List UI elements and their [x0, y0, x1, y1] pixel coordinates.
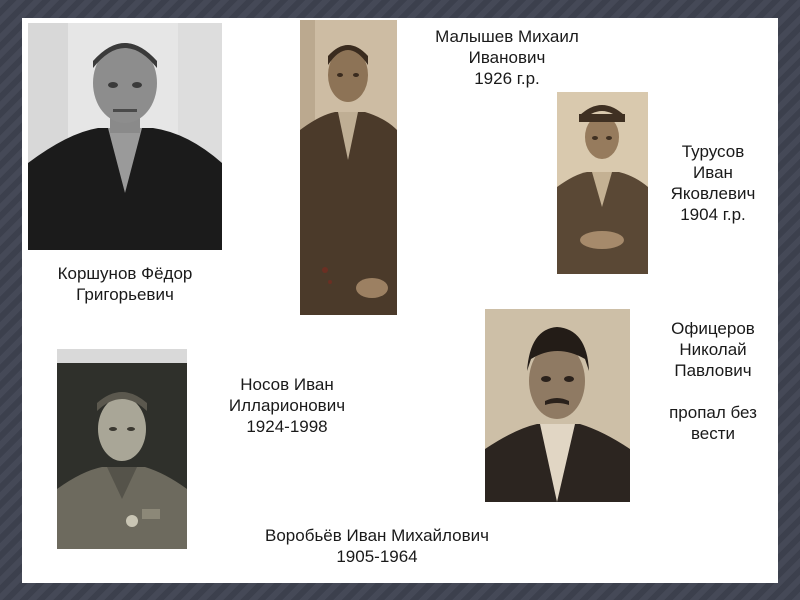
caption-line: 1924-1998 — [246, 417, 328, 436]
caption-line — [650, 381, 776, 402]
caption-turusov — [650, 141, 776, 225]
portrait-nosov — [57, 349, 187, 549]
caption-line: Воробьёв Иван Михайлович — [265, 526, 489, 545]
caption-line: Иван — [693, 163, 733, 182]
caption-line: Яковлевич — [670, 184, 756, 203]
caption-ofitserov — [650, 318, 776, 444]
caption-line: 1926 г.р. — [474, 69, 540, 88]
caption-line: Илларионович — [228, 396, 346, 415]
caption-korshunov — [30, 263, 220, 305]
caption-line: Носов Иван — [240, 375, 334, 394]
caption-line: Малышев Михаил — [435, 27, 579, 46]
caption-line: Коршунов Фёдор — [57, 264, 193, 283]
caption-line: Григорьевич — [76, 285, 174, 304]
caption-vorobyov — [222, 525, 532, 567]
caption-line: Павлович — [674, 361, 752, 380]
caption-line: Николай — [679, 340, 747, 359]
slide — [22, 18, 778, 583]
caption-line: 1905-1964 — [336, 547, 418, 566]
caption-malyshev — [407, 26, 607, 89]
caption-line: Турусов — [681, 142, 745, 161]
portrait-turusov — [557, 92, 648, 274]
caption-line: Иванович — [468, 48, 546, 67]
portrait-ofitserov — [485, 309, 630, 502]
caption-line: пропал без — [669, 403, 757, 422]
caption-nosov — [202, 374, 372, 437]
portrait-malyshev — [300, 20, 397, 315]
caption-line: вести — [690, 424, 736, 443]
caption-line: Офицеров — [671, 319, 755, 338]
caption-line: 1904 г.р. — [680, 205, 746, 224]
portrait-korshunov — [28, 23, 222, 250]
